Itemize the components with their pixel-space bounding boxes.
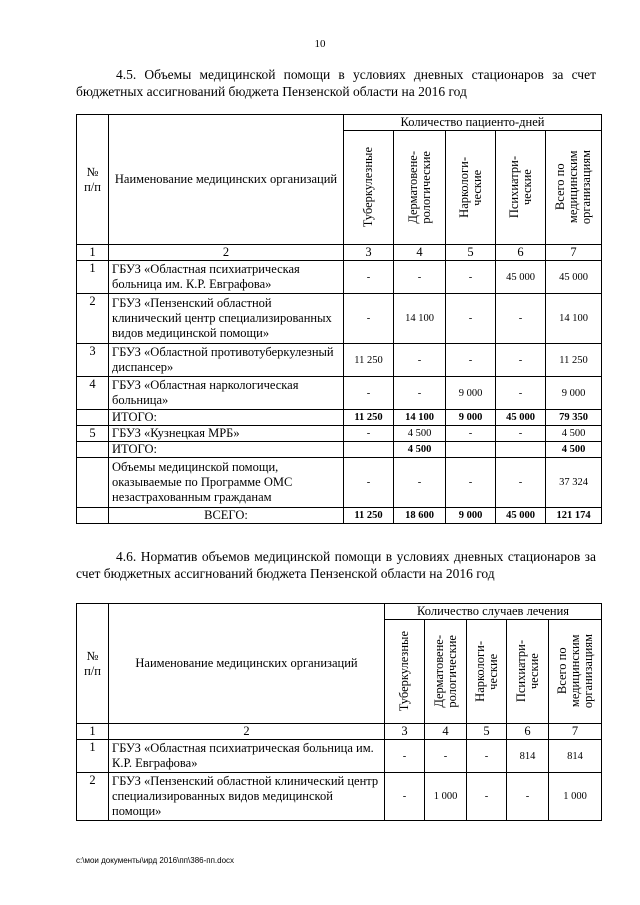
col-header-label: Психиатри- ческие [506,156,534,219]
row-number: 1 [77,740,109,773]
value-cell: 9 000 [546,377,602,410]
col-header-name: Наименование медицинских организаций [109,604,385,724]
value-cell: - [446,344,496,377]
value-cell: - [344,426,394,442]
value-cell: - [496,294,546,344]
table-row [77,508,602,524]
value-cell: 1 000 [549,773,602,821]
value-cell: 1 000 [425,773,467,821]
value-cell: 11 250 [344,410,394,426]
value-cell: - [446,426,496,442]
value-cell: - [344,377,394,410]
col-header-label: Наркологи- ческие [472,641,500,702]
col-header-4 [507,620,549,724]
col-header-name: Наименование медицинских организаций [109,115,344,245]
value-cell: - [496,377,546,410]
column-number: 5 [446,245,496,261]
column-number: 1 [77,245,109,261]
value-cell: - [496,426,546,442]
value-cell [446,442,496,458]
value-cell: - [496,458,546,508]
section-heading-4-5 [76,66,596,100]
group-header: Количество случаев лечения [385,604,602,620]
value-cell: 45 000 [496,410,546,426]
value-cell: - [385,773,425,821]
row-number [77,410,109,426]
page-number: 10 [314,38,326,50]
value-cell: - [446,261,496,294]
row-number: 3 [77,344,109,377]
table-row [77,344,602,377]
value-cell: - [344,294,394,344]
organization-name: ГБУЗ «Областная психиатрическая больница им. К.Р. Евграфова» [109,261,344,294]
value-cell: 9 000 [446,508,496,524]
col-header-label: Психиатри- ческие [513,640,541,703]
col-header-5 [546,131,602,245]
value-cell: 9 000 [446,377,496,410]
value-cell: - [467,773,507,821]
value-cell: 11 250 [344,508,394,524]
table-row [77,410,602,426]
col-header-1 [385,620,425,724]
total-label: ИТОГО: [109,410,344,426]
row-number: 2 [77,773,109,821]
section-heading-4-6 [76,548,596,582]
column-number: 2 [109,245,344,261]
table-row [77,740,602,773]
row-number: 4 [77,377,109,410]
value-cell: 45 000 [546,261,602,294]
table-row [77,426,602,442]
value-cell: - [507,773,549,821]
col-header-1 [344,131,394,245]
col-header-label: Всего по медицинским организациям [554,634,595,709]
value-cell: 45 000 [496,508,546,524]
value-cell: 4 500 [394,426,446,442]
column-number: 7 [549,724,602,740]
column-number: 3 [385,724,425,740]
table-patient-days [76,114,602,524]
table-row [77,442,602,458]
value-cell: 4 500 [394,442,446,458]
col-header-label: Дерматовене- рологические [431,635,459,708]
col-header-5 [549,620,602,724]
value-cell: 11 250 [546,344,602,377]
col-header-label: Всего по медицинским организациям [553,150,593,225]
table-row [77,458,602,508]
col-header-4 [496,131,546,245]
table-row [77,261,602,294]
value-cell: 37 324 [546,458,602,508]
value-cell: 14 100 [394,410,446,426]
column-number: 6 [496,245,546,261]
organization-name: ГБУЗ «Областная психиатрическая больница им. К.Р. Евграфова» [109,740,385,773]
row-number [77,458,109,508]
section-heading-text: 4.6. Норматив объемов медицинской помощи в условиях дневных стационаров за счет бюджетных ассигнований бюджета Пензенской области на 2016 год [76,549,596,581]
value-cell: 4 500 [546,442,602,458]
value-cell: - [467,740,507,773]
value-cell: 18 600 [394,508,446,524]
value-cell: - [425,740,467,773]
value-cell: - [394,377,446,410]
column-number: 5 [467,724,507,740]
col-header-no: № п/п [77,604,109,724]
value-cell: - [446,294,496,344]
row-number [77,508,109,524]
value-cell: 9 000 [446,410,496,426]
value-cell: 121 174 [546,508,602,524]
organization-name: Объемы медицинской помощи, оказываемые по Программе ОМС незастрахованным гражданам [109,458,344,508]
col-header-no: № п/п [77,115,109,245]
column-number: 6 [507,724,549,740]
row-number: 5 [77,426,109,442]
col-header-label: Туберкулезные [397,631,411,712]
organization-name: ГБУЗ «Областной противотуберкулезный диспансер» [109,344,344,377]
value-cell: - [394,458,446,508]
value-cell: - [496,344,546,377]
value-cell: 814 [507,740,549,773]
value-cell: - [385,740,425,773]
organization-name: ГБУЗ «Областная наркологическая больница» [109,377,344,410]
value-cell: 4 500 [546,426,602,442]
value-cell [344,442,394,458]
column-number: 2 [109,724,385,740]
column-number: 3 [344,245,394,261]
col-header-3 [446,131,496,245]
value-cell [496,442,546,458]
column-number: 1 [77,724,109,740]
group-header: Количество пациенто-дней [344,115,602,131]
value-cell: - [344,261,394,294]
value-cell: 79 350 [546,410,602,426]
value-cell: 45 000 [496,261,546,294]
value-cell: 14 100 [546,294,602,344]
table-row [77,773,602,821]
table-treatment-cases [76,603,602,821]
value-cell: - [344,458,394,508]
organization-name: ГБУЗ «Пензенский областной клинический центр специализированных видов медицинской помощи» [109,773,385,821]
table-row [77,377,602,410]
col-header-label: Дерматовене- рологические [405,151,433,224]
total-label: ИТОГО: [109,442,344,458]
row-number: 2 [77,294,109,344]
section-heading-text: 4.5. Объемы медицинской помощи в условиях дневных стационаров за счет бюджетных ассигнований бюджета Пензенской области на 2016 год [76,67,596,99]
col-header-2 [425,620,467,724]
table-row [77,294,602,344]
col-header-label: Туберкулезные [361,147,375,228]
value-cell: - [394,261,446,294]
total-label: ВСЕГО: [109,508,344,524]
value-cell: 14 100 [394,294,446,344]
row-number: 1 [77,261,109,294]
column-number: 4 [425,724,467,740]
organization-name: ГБУЗ «Кузнецкая МРБ» [109,426,344,442]
column-number: 4 [394,245,446,261]
col-header-label: Наркологи- ческие [456,157,484,218]
col-header-3 [467,620,507,724]
file-path-footer: c:\мои документы\ирд 2016\пп\386-пп.docx [76,856,235,865]
value-cell: 11 250 [344,344,394,377]
value-cell: 814 [549,740,602,773]
organization-name: ГБУЗ «Пензенский областной клинический центр специализированных видов медицинской помощи» [109,294,344,344]
row-number [77,442,109,458]
value-cell: - [446,458,496,508]
column-number: 7 [546,245,602,261]
value-cell: - [394,344,446,377]
col-header-2 [394,131,446,245]
